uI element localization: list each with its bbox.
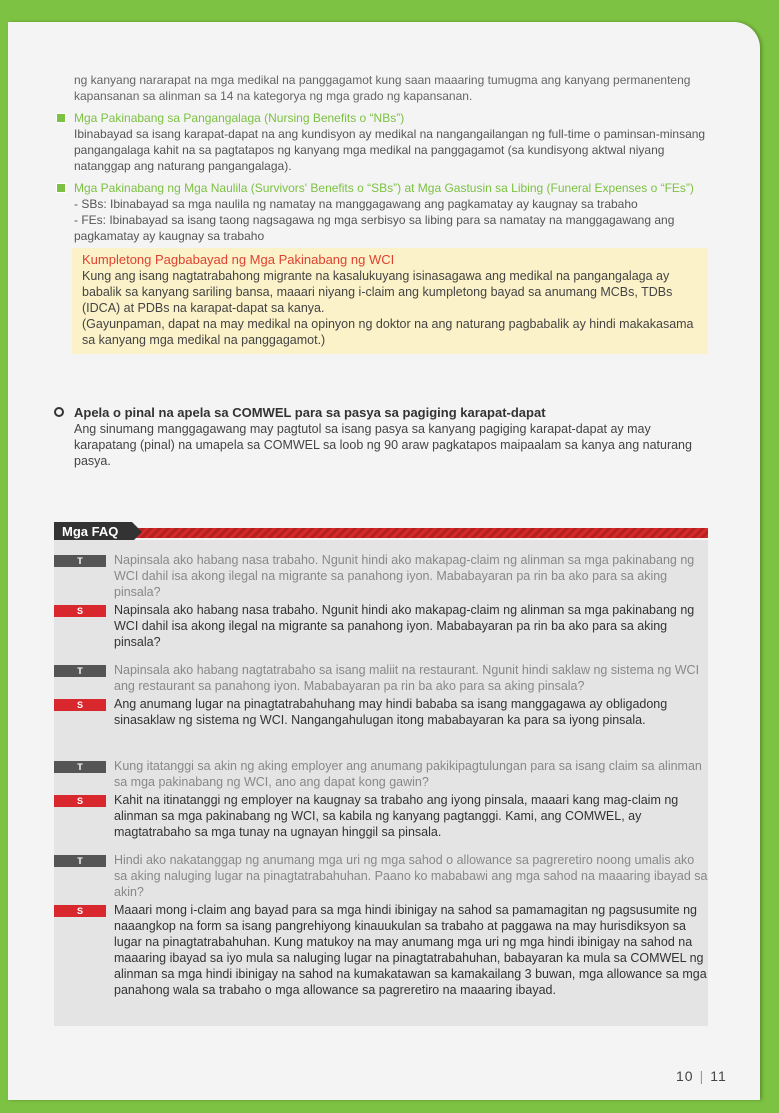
highlight-text: Kung ang isang nagtatrabahong migrante na kasalukuyang isinasagawa ang medikal na pangangalaga ay babalik sa kanyang sariling bansa, maaari niyang i-claim ang kumpletong bayad sa anumang MCBs, TDBs (IDCA) at PDBs na karapat-dapat sa kanya. [82, 269, 673, 315]
faq-item [54, 552, 708, 650]
faq-answer: S Napinsala ako habang nasa trabaho. Ngunit hindi ako makapag-claim ng alinman sa mga pakinabang ng WCI dahil isa akong ilegal na migrante sa panahong iyon. Mababayaran pa rin ba ako para sa aking pinsala? [54, 602, 708, 650]
faq-question: T Hindi ako nakatanggap ng anumang mga uri ng mga sahod o allowance sa pagreretiro noong umalis ako sa aking naluging lugar na pinagtatrabahuhan. Paano ko mababawi ang mga sahod na maaaring ibayad sa akin? [54, 852, 708, 900]
appeal-title: Apela o pinal na apela sa COMWEL para sa pasya sa pagiging karapat-dapat [74, 405, 546, 420]
page-numbers [676, 1068, 727, 1084]
faq-item [54, 758, 708, 840]
answer-tag: S [54, 699, 106, 711]
page-separator: | [699, 1068, 705, 1084]
question-tag: T [54, 761, 106, 773]
benefit-text-sbs: - SBs: Ibinabayad sa mga naulila ng namatay na manggagawang ang pagkamatay ay kaugnay sa trabaho [74, 197, 638, 211]
appeal-text: Ang sinumang manggagawang may pagtutol sa isang pasya sa kanyang pagiging karapat-dapat ay may karapatang (pinal) na umapela sa COMWEL sa loob ng 90 araw pagkatapos maipaalam sa kanya ang naturang pasya. [74, 422, 692, 468]
faq-item [54, 852, 708, 998]
faq-item [54, 662, 708, 728]
nursing-benefits [74, 110, 708, 174]
faq-stripe [126, 528, 708, 538]
square-bullet-icon [56, 183, 66, 193]
highlight-box [72, 248, 708, 354]
page-number-left: 10 [676, 1068, 694, 1084]
answer-tag: S [54, 905, 106, 917]
page-number-right: 11 [710, 1068, 727, 1084]
faq-question: T Napinsala ako habang nasa trabaho. Ngunit hindi ako makapag-claim ng alinman sa mga pakinabang ng WCI dahil isa akong ilegal na migrante sa panahong iyon. Mababayaran pa rin ba ako para sa aking pinsala? [54, 552, 708, 600]
faq-question: T Kung itatanggi sa akin ng aking employer ang anumang pakikipagtulungan para sa isang claim sa alinman sa mga pakinabang ng WCI, ano ang dapat kong gawin? [54, 758, 708, 790]
faq-answer: S Ang anumang lugar na pinagtatrabahuhang may hindi bababa sa isang manggagawa ay obligadong sinasaklaw ng sistema ng WCI. Nangangahulugan itong mababayaran ka para sa iyong pinsala. [54, 696, 708, 728]
question-tag: T [54, 855, 106, 867]
question-tag: T [54, 555, 106, 567]
intro-text: ng kanyang nararapat na mga medikal na panggagamot kung saan maaaring tumugma ang kanyang permanenteng kapansanan sa alinman sa 14 na kategorya ng mga grado ng kapansanan. [74, 73, 691, 103]
benefit-title: Mga Pakinabang sa Pangangalaga (Nursing Benefits o “NBs”) [74, 111, 405, 125]
benefit-text-fes: - FEs: Ibinabayad sa isang taong nagsagawa ng mga serbisyo sa libing para sa namatay na manggagawang ang pagkamatay ay kaugnay sa trabaho [74, 213, 675, 243]
answer-tag: S [54, 605, 106, 617]
appeal-section [74, 404, 708, 469]
benefit-title: Mga Pakinabang ng Mga Naulila (Survivors' Benefits o “SBs”) at Mga Gastusin sa Libing (Funeral Expenses o “FEs”) [74, 181, 694, 195]
survivors-benefits [74, 180, 708, 354]
faq-box [54, 540, 708, 1026]
circle-bullet-icon [54, 407, 64, 417]
answer-tag: S [54, 795, 106, 807]
highlight-note: (Gayunpaman, dapat na may medikal na opinyon ng doktor na ang naturang pagbabalik ay hindi makakasama sa kanyang mga medikal na panggagamot.) [82, 317, 694, 347]
faq-answer: S Kahit na itinatanggi ng employer na kaugnay sa trabaho ang iyong pinsala, maaari kang mag-claim ng alinman sa mga pakinabang ng WCI, sa kabila ng kanyang pagtanggi. Kami, ang COMWEL, ay magtatrabaho sa mga tunay na ugnayan hinggil sa pinsala. [54, 792, 708, 840]
faq-answer: S Maaari mong i-claim ang bayad para sa mga hindi ibinigay na sahod sa pamamagitan ng pagsusumite ng naaangkop na form sa isang pangrehiyong kinauukulan sa trabaho at paggawa na may hurisdiksyon sa lugar na pinagtatrabahuhan. Kung matukoy na may anumang mga uri ng mga hindi ibinigay na sahod na maaaring ibayad sa iyo mula sa naluging lugar na pinagtatrabahuhan, babayaran ka mula sa COMWEL ng alinman sa mga hindi ibinigay na sahod na kumakatawan sa kamakailang 3 buwan, mga allowance sa mga panahong wala sa trabaho o mga allowance sa pagreretiro na maaaring ibayad. [54, 902, 708, 998]
question-tag: T [54, 665, 106, 677]
benefit-text: Ibinabayad sa isang karapat-dapat na ang kundisyon ay medikal na nangangailangan ng full-time o paminsan-minsang pangangalaga kahit na sa pagtatapos ng kanyang mga medikal na panggagamot (sa kundisyong aktwal niyang natanggap ang naturang pangangalaga). [74, 127, 706, 173]
faq-title: Mga FAQ [54, 522, 132, 542]
faq-question: T Napinsala ako habang nagtatrabaho sa isang maliit na restaurant. Ngunit hindi saklaw ng sistema ng WCI ang restaurant sa panahong iyon. Mababayaran pa rin ba ako para sa aking pinsala? [54, 662, 708, 694]
faq-header [54, 522, 708, 540]
highlight-title: Kumpletong Pagbabayad ng Mga Pakinabang ng WCI [82, 252, 395, 267]
square-bullet-icon [56, 113, 66, 123]
intro-section [74, 72, 708, 354]
